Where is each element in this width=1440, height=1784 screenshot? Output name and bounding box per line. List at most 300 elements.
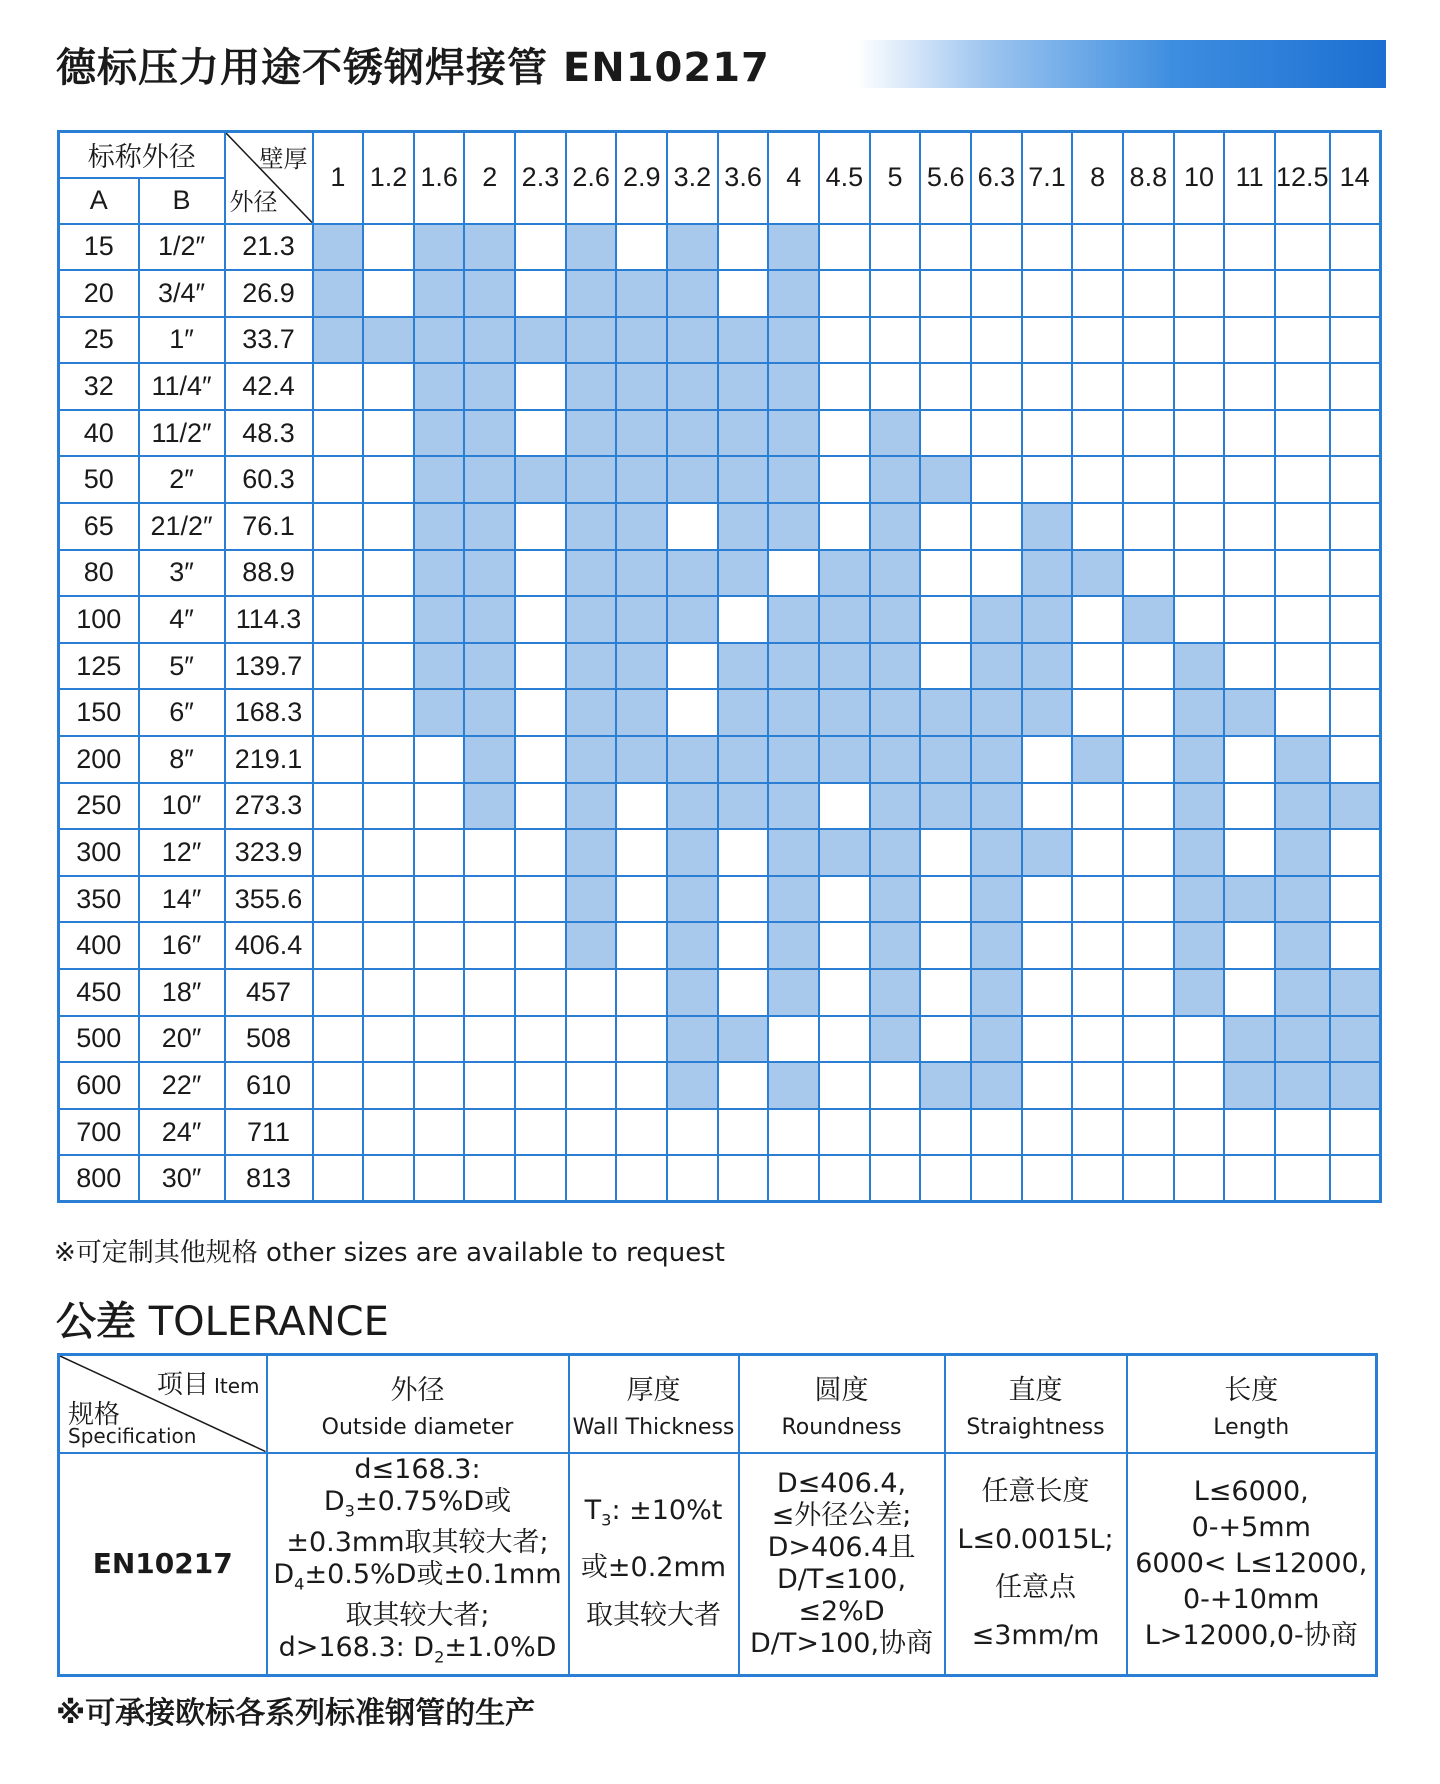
size-a-cell: 40 [59,410,139,457]
available-cell [566,270,617,317]
wall-line-3: 取其较大者 [586,1600,721,1632]
empty-cell [313,596,364,643]
col-outside-diameter: 外径 Outside diameter [267,1355,569,1453]
thickness-header: 1.2 [363,132,414,224]
available-cell [870,876,921,923]
available-cell [566,410,617,457]
available-cell [920,783,971,830]
header-diagonal-cell [225,132,313,224]
corner-item [157,1364,260,1401]
custom-size-note: ※可定制其他规格 other sizes are available to request [54,1238,725,1268]
size-a-cell: 250 [59,783,139,830]
available-cell [566,363,617,410]
empty-cell [515,1155,566,1202]
empty-cell [363,224,414,271]
available-cell [464,363,515,410]
empty-cell [1224,922,1275,969]
size-a-cell: 200 [59,736,139,783]
empty-cell [1224,224,1275,271]
empty-cell [870,270,921,317]
empty-cell [515,922,566,969]
empty-cell [464,1109,515,1156]
empty-cell [414,876,465,923]
available-cell [566,876,617,923]
available-cell [718,410,769,457]
empty-cell [464,876,515,923]
available-cell [566,224,617,271]
available-cell [1022,503,1073,550]
empty-cell [566,1016,617,1063]
empty-cell [1174,363,1225,410]
empty-cell [363,876,414,923]
available-cell [464,643,515,690]
empty-cell [718,270,769,317]
empty-cell [1072,596,1123,643]
available-cell [1174,922,1225,969]
empty-cell [971,456,1022,503]
available-cell [616,596,667,643]
empty-cell [414,922,465,969]
available-cell [768,224,819,271]
empty-cell [1022,876,1073,923]
empty-cell [718,1109,769,1156]
size-b-cell: 24″ [139,1109,225,1156]
size-a-cell: 65 [59,503,139,550]
empty-cell [363,783,414,830]
available-cell [971,689,1022,736]
corner-item-zh: 项目 [156,1370,209,1400]
empty-cell [1224,550,1275,597]
tolerance-title [56,1290,389,1347]
available-cell [1072,550,1123,597]
available-cell [971,876,1022,923]
size-row [59,224,1381,271]
empty-cell [363,969,414,1016]
empty-cell [1123,1062,1174,1109]
available-cell [515,317,566,364]
empty-cell [971,503,1022,550]
empty-cell [870,1109,921,1156]
size-od-cell: 88.9 [225,550,313,597]
size-b-cell: 20″ [139,1016,225,1063]
empty-cell [515,829,566,876]
empty-cell [1224,317,1275,364]
thickness-header: 3.6 [718,132,769,224]
available-cell [1174,876,1225,923]
available-cell [464,410,515,457]
header-wall-label: 壁厚 [259,146,308,173]
size-od-cell: 60.3 [225,456,313,503]
available-cell [768,736,819,783]
empty-cell [566,1062,617,1109]
available-cell [566,829,617,876]
empty-cell [718,969,769,1016]
available-cell [667,876,718,923]
empty-cell [1072,969,1123,1016]
empty-cell [1224,736,1275,783]
thickness-header: 10 [1174,132,1225,224]
empty-cell [313,643,364,690]
od-tolerance-cell [267,1453,569,1676]
size-b-cell: 5″ [139,643,225,690]
thickness-header: 5 [870,132,921,224]
empty-cell [1022,410,1073,457]
available-cell [1224,1016,1275,1063]
size-row [59,456,1381,503]
available-cell [414,456,465,503]
available-cell [1275,783,1330,830]
empty-cell [1174,456,1225,503]
available-cell [870,829,921,876]
available-cell [768,829,819,876]
empty-cell [920,224,971,271]
empty-cell [1330,596,1381,643]
empty-cell [920,1109,971,1156]
thickness-header: 4 [768,132,819,224]
empty-cell [1123,503,1174,550]
available-cell [819,689,870,736]
size-b-cell: 14″ [139,876,225,923]
empty-cell [515,224,566,271]
empty-cell [1275,224,1330,271]
size-od-cell: 76.1 [225,503,313,550]
straightness-line: ≤3mm/m [971,1619,1100,1651]
empty-cell [313,736,364,783]
size-a-cell: 125 [59,643,139,690]
empty-cell [718,1062,769,1109]
available-cell [566,596,617,643]
thickness-header: 4.5 [819,132,870,224]
size-b-cell: 21/2″ [139,503,225,550]
available-cell [667,550,718,597]
available-cell [313,224,364,271]
empty-cell [920,270,971,317]
available-cell [667,410,718,457]
empty-cell [1072,1109,1123,1156]
empty-cell [1123,270,1174,317]
empty-cell [515,783,566,830]
empty-cell [1072,410,1123,457]
empty-cell [870,224,921,271]
available-cell [1224,1062,1275,1109]
empty-cell [1072,643,1123,690]
size-a-cell: 500 [59,1016,139,1063]
available-cell [1275,1062,1330,1109]
size-b-cell: 11/2″ [139,410,225,457]
empty-cell [313,1155,364,1202]
empty-cell [1022,224,1073,271]
col-wall-thickness: 厚度 Wall Thickness [569,1355,739,1453]
available-cell [718,503,769,550]
available-cell [1330,1062,1381,1109]
size-a-cell: 450 [59,969,139,1016]
empty-cell [1174,224,1225,271]
empty-cell [1275,456,1330,503]
available-cell [1330,1016,1381,1063]
empty-cell [718,922,769,969]
thickness-header: 12.5 [1275,132,1330,224]
size-b-cell: 8″ [139,736,225,783]
empty-cell [1072,317,1123,364]
available-cell [718,689,769,736]
empty-cell [1224,596,1275,643]
empty-cell [1072,456,1123,503]
available-cell [616,503,667,550]
standard-name: EN10217 [59,1453,267,1676]
empty-cell [1174,503,1225,550]
empty-cell [515,969,566,1016]
empty-cell [363,270,414,317]
available-cell [768,922,819,969]
empty-cell [1174,1109,1225,1156]
available-cell [313,317,364,364]
available-cell [1330,969,1381,1016]
thickness-header: 2.6 [566,132,617,224]
empty-cell [768,550,819,597]
thickness-header: 6.3 [971,132,1022,224]
empty-cell [464,1016,515,1063]
empty-cell [667,643,718,690]
empty-cell [1072,270,1123,317]
empty-cell [1330,410,1381,457]
available-cell [667,317,718,364]
available-cell [718,550,769,597]
empty-cell [1224,503,1275,550]
empty-cell [718,876,769,923]
roundness-line: D≤406.4, [776,1467,907,1499]
empty-cell [616,876,667,923]
empty-cell [1123,550,1174,597]
length-line: 6000< L≤12000, [1135,1547,1368,1579]
available-cell [616,270,667,317]
empty-cell [1224,783,1275,830]
size-a-cell: 20 [59,270,139,317]
empty-cell [1072,503,1123,550]
available-cell [616,736,667,783]
empty-cell [1174,1155,1225,1202]
available-cell [768,410,819,457]
empty-cell [971,363,1022,410]
empty-cell [1174,1016,1225,1063]
thickness-header: 3.2 [667,132,718,224]
available-cell [464,596,515,643]
empty-cell [363,1109,414,1156]
empty-cell [1072,1016,1123,1063]
size-row [59,783,1381,830]
empty-cell [971,317,1022,364]
empty-cell [1022,1062,1073,1109]
available-cell [870,969,921,1016]
size-b-cell: 3″ [139,550,225,597]
empty-cell [819,270,870,317]
thickness-header: 2.9 [616,132,667,224]
empty-cell [1330,829,1381,876]
available-cell [313,270,364,317]
length-line: 0-+10mm [1182,1583,1320,1615]
empty-cell [971,550,1022,597]
empty-cell [1072,829,1123,876]
size-row [59,596,1381,643]
thickness-header: 2.3 [515,132,566,224]
available-cell [616,363,667,410]
empty-cell [1174,317,1225,364]
size-a-cell: 300 [59,829,139,876]
empty-cell [920,643,971,690]
empty-cell [1275,1109,1330,1156]
size-row [59,1016,1381,1063]
empty-cell [1022,783,1073,830]
empty-cell [414,969,465,1016]
empty-cell [667,689,718,736]
available-cell [819,829,870,876]
empty-cell [515,410,566,457]
empty-cell [920,317,971,364]
empty-cell [363,643,414,690]
available-cell [971,922,1022,969]
header-a: A [59,178,139,224]
empty-cell [363,829,414,876]
empty-cell [819,456,870,503]
thickness-header: 14 [1330,132,1381,224]
empty-cell [414,1109,465,1156]
empty-cell [1224,363,1275,410]
empty-cell [1330,224,1381,271]
available-cell [1174,736,1225,783]
available-cell [1174,829,1225,876]
available-cell [464,550,515,597]
available-cell [464,503,515,550]
size-row [59,363,1381,410]
available-cell [920,689,971,736]
available-cell [667,829,718,876]
size-od-cell: 21.3 [225,224,313,271]
empty-cell [313,829,364,876]
straightness-line: 任意长度 [981,1475,1090,1507]
size-a-cell: 15 [59,224,139,271]
empty-cell [819,922,870,969]
empty-cell [1275,503,1330,550]
empty-cell [1072,1062,1123,1109]
available-cell [870,503,921,550]
empty-cell [313,503,364,550]
size-row [59,736,1381,783]
available-cell [1275,1016,1330,1063]
thickness-header: 8 [1072,132,1123,224]
size-a-cell: 800 [59,1155,139,1202]
size-row [59,270,1381,317]
available-cell [819,596,870,643]
empty-cell [1123,363,1174,410]
available-cell [1022,550,1073,597]
empty-cell [718,224,769,271]
available-cell [718,456,769,503]
empty-cell [819,503,870,550]
size-b-cell: 22″ [139,1062,225,1109]
available-cell [414,317,465,364]
empty-cell [819,876,870,923]
empty-cell [1022,456,1073,503]
available-cell [616,550,667,597]
empty-cell [1123,317,1174,364]
size-od-cell: 114.3 [225,596,313,643]
empty-cell [1275,550,1330,597]
available-cell [768,783,819,830]
available-cell [464,456,515,503]
od-line-6: d>168.3: $D_2\pm 1.0\%D$ [278,1632,557,1667]
available-cell [414,689,465,736]
available-cell [667,363,718,410]
available-cell [870,922,921,969]
available-cell [1123,596,1174,643]
empty-cell [1123,969,1174,1016]
available-cell [1275,969,1330,1016]
available-cell [870,736,921,783]
available-cell [1022,689,1073,736]
empty-cell [1224,969,1275,1016]
size-od-cell: 457 [225,969,313,1016]
available-cell [667,922,718,969]
available-cell [414,503,465,550]
size-a-cell: 32 [59,363,139,410]
empty-cell [1022,317,1073,364]
available-cell [718,363,769,410]
available-cell [566,643,617,690]
size-b-cell: 6″ [139,689,225,736]
empty-cell [1224,456,1275,503]
empty-cell [920,829,971,876]
size-b-cell: 11/4″ [139,363,225,410]
empty-cell [1330,270,1381,317]
empty-cell [464,1155,515,1202]
available-cell [414,410,465,457]
empty-cell [566,1155,617,1202]
size-a-cell: 150 [59,689,139,736]
available-cell [566,689,617,736]
empty-cell [1022,1155,1073,1202]
empty-cell [1022,922,1073,969]
footer-note: ※可承接欧标各系列标准钢管的生产 [56,1696,536,1731]
length-line: 0-+5mm [1191,1511,1311,1543]
available-cell [718,736,769,783]
empty-cell [819,1062,870,1109]
empty-cell [363,550,414,597]
corner-item-en: Item [213,1374,260,1398]
available-cell [667,1062,718,1109]
empty-cell [313,969,364,1016]
empty-cell [1174,550,1225,597]
empty-cell [1072,783,1123,830]
empty-cell [1072,1155,1123,1202]
empty-cell [1330,456,1381,503]
empty-cell [819,1155,870,1202]
empty-cell [313,550,364,597]
title-row [56,30,1386,100]
empty-cell [363,1062,414,1109]
available-cell [718,317,769,364]
empty-cell [1330,922,1381,969]
empty-cell [1275,643,1330,690]
available-cell [667,270,718,317]
empty-cell [1123,456,1174,503]
empty-cell [1022,1016,1073,1063]
empty-cell [920,1155,971,1202]
empty-cell [515,550,566,597]
empty-cell [1174,270,1225,317]
empty-cell [515,363,566,410]
thickness-header: 11 [1224,132,1275,224]
empty-cell [566,1109,617,1156]
empty-cell [414,829,465,876]
